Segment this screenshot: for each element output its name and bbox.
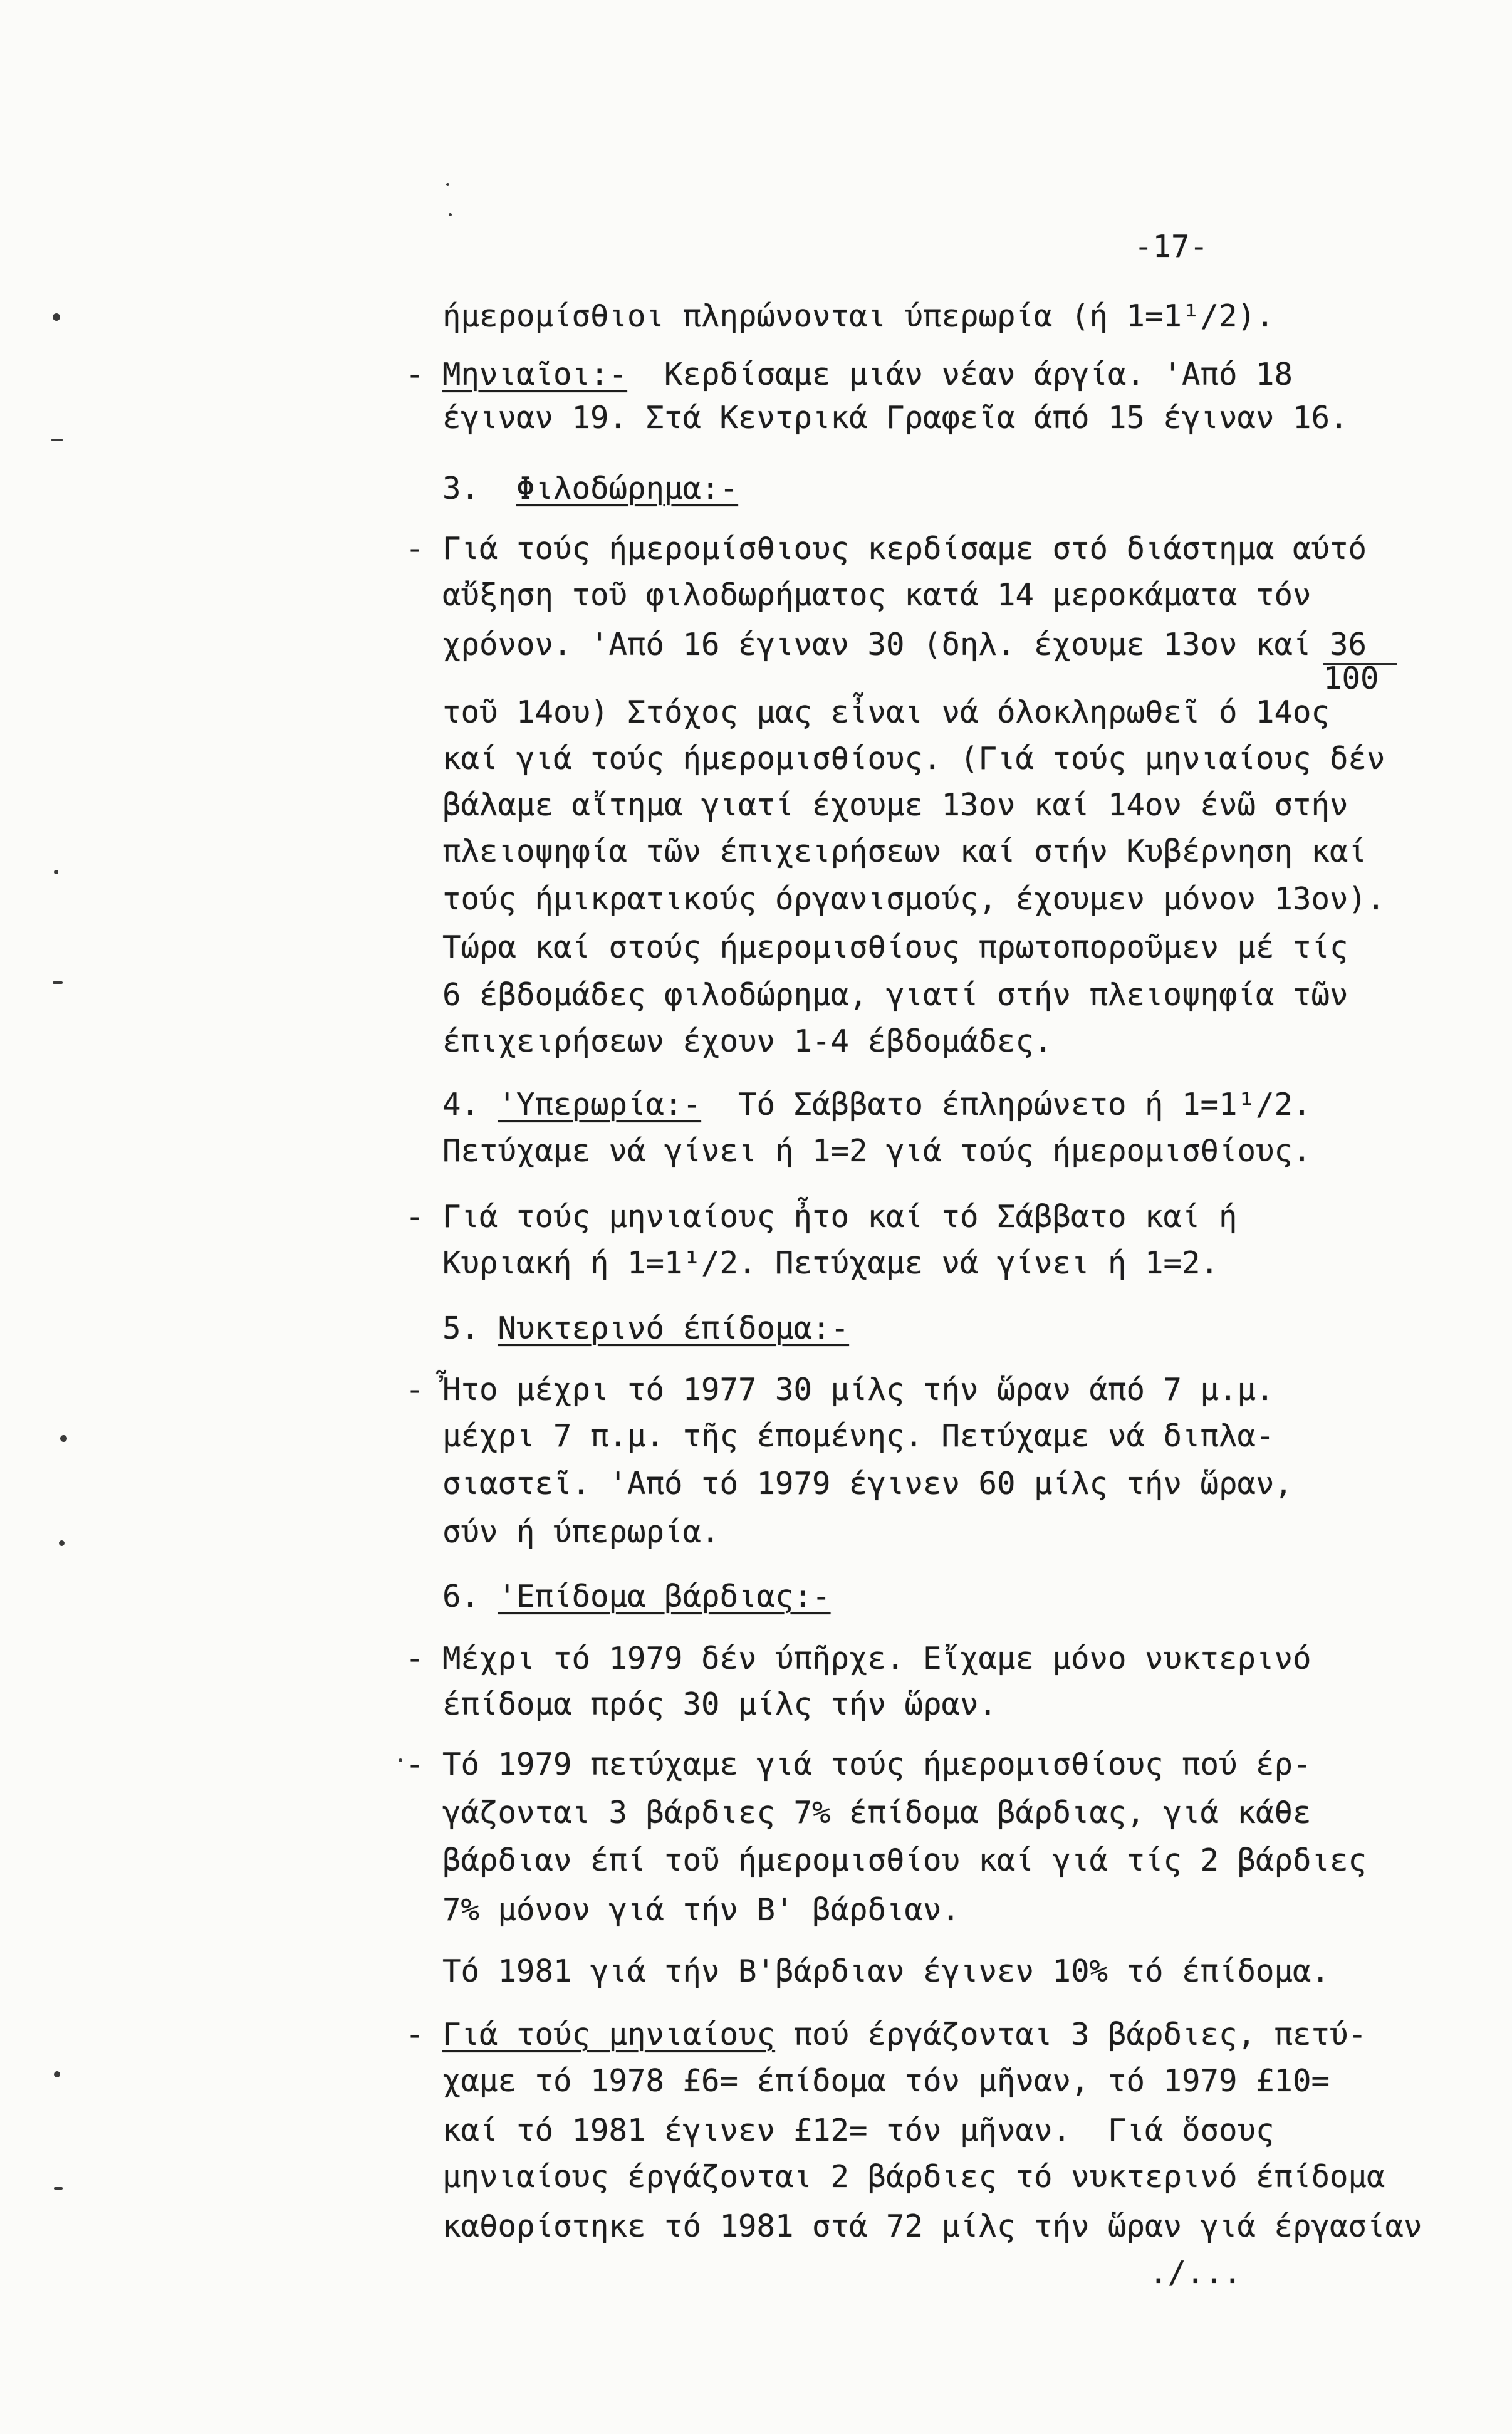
section-heading	[442, 470, 738, 508]
text-line: σιαστεῖ. 'Από τό 1979 έγινεν 60 μίλς τήν ὥραν,	[442, 1466, 1293, 1502]
section-title: Φιλοδώρημα:-	[516, 471, 739, 506]
scan-speck	[449, 213, 452, 216]
text-line: - Γιά τούς μηνιαίους ἦτο καί τό Σάββατο καί ή	[405, 1199, 1238, 1235]
section-number: 6.	[442, 1579, 498, 1614]
section-heading	[442, 1578, 831, 1616]
section-number: 4.	[442, 1087, 498, 1122]
scan-speck	[51, 439, 63, 441]
text-line: έπιχειρήσεων έχουν 1-4 έβδομάδες.	[442, 1023, 1053, 1059]
section-heading	[442, 1310, 849, 1347]
text-line	[405, 356, 1293, 394]
text-line: σύν ή ύπερωρία.	[442, 1514, 720, 1550]
text-line	[405, 2016, 1367, 2054]
line-text: Τό Σάββατο έπληρώνετο ή 1=1¹/2.	[701, 1087, 1311, 1122]
text-line: ήμερομίσθιοι πληρώνονται ύπερωρία (ή 1=1¹/2).	[442, 298, 1275, 334]
heading-monthly: Μηνιαῖοι:-	[442, 357, 628, 392]
underlined-phrase: Γιά τούς μηνιαίους	[442, 2017, 776, 2052]
text-line: - Ἦτο μέχρι τό 1977 30 μίλς τήν ὥραν άπό 7 μ.μ.	[405, 1372, 1275, 1408]
text-line: χαμε τό 1978 £6= έπίδομα τόν μῆναν, τό 1979 £10=	[442, 2063, 1330, 2099]
text-line: μέχρι 7 π.μ. τῆς έπομένης. Πετύχαμε νά διπλα-	[442, 1418, 1275, 1454]
text-line: τοῦ 14ου) Στόχος μας εἶναι νά όλοκληρωθεῖ ό 14ος	[442, 694, 1330, 730]
text-line: έγιναν 19. Στά Κεντρικά Γραφεῖα άπό 15 έγιναν 16.	[442, 400, 1348, 436]
list-dash: -	[405, 357, 443, 392]
scan-speck	[399, 1758, 402, 1762]
text-line: Κυριακή ή 1=1¹/2. Πετύχαμε νά γίνει ή 1=2.	[442, 1245, 1219, 1281]
list-dash: -	[405, 2017, 443, 2052]
scan-speck	[60, 1435, 67, 1442]
section-title: Νυκτερινό έπίδομα:-	[498, 1310, 850, 1346]
section-number: 3.	[442, 471, 517, 506]
line-text: Κερδίσαμε μιάν νέαν άργία. 'Από 18	[627, 357, 1293, 392]
text-line: βάλαμε αἴτημα γιατί έχουμε 13ον καί 14ον ένῶ στήν	[442, 787, 1348, 823]
scan-speck	[54, 870, 58, 874]
text-line: πλειοψηφία τῶν έπιχειρήσεων καί στήν Κυβέρνηση καί	[442, 833, 1367, 869]
page-number: -17-	[1134, 229, 1209, 264]
text-line: καθορίστηκε τό 1981 στά 72 μίλς τήν ὥραν γιά έργασίαν	[442, 2208, 1422, 2244]
text-line: - Γιά τούς ήμερομίσθιους κερδίσαμε στό διάστημα αύτό	[405, 531, 1367, 567]
text-line: - Τό 1979 πετύχαμε γιά τούς ήμερομισθίους πού έρ-	[405, 1747, 1311, 1782]
line-text: πού έργάζονται 3 βάρδιες, πετύ-	[775, 2017, 1367, 2052]
text-line: 6 έβδομάδες φιλοδώρημα, γιατί στήν πλειοψηφία τῶν	[442, 977, 1348, 1013]
text-line: βάρδιαν έπί τοῦ ήμερομισθίου καί γιά τίς 2 βάρδιες	[442, 1842, 1367, 1878]
scan-speck	[53, 313, 60, 321]
text-line: - Μέχρι τό 1979 δέν ύπῆρχε. Εἴχαμε μόνο νυκτερινό	[405, 1641, 1311, 1676]
text-line: χρόνον. 'Από 16 έγιναν 30 (δηλ. έχουμε 13ον καί 36	[442, 627, 1367, 662]
fraction-denominator: 100	[1323, 661, 1379, 696]
text-line: Πετύχαμε νά γίνει ή 1=2 γιά τούς ήμερομισθίους.	[442, 1133, 1311, 1169]
scan-speck	[54, 2187, 63, 2190]
text-line: έπίδομα πρός 30 μίλς τήν ὥραν.	[442, 1686, 998, 1722]
scan-speck	[54, 2071, 60, 2077]
section-title: 'Υπερωρία:-	[498, 1087, 702, 1122]
text-line: αὔξηση τοῦ φιλοδωρήματος κατά 14 μεροκάματα τόν	[442, 577, 1311, 613]
section-title: 'Επίδομα βάρδιας:-	[498, 1579, 831, 1614]
text-line: Τώρα καί στούς ήμερομισθίους πρωτοποροῦμεν μέ τίς	[442, 929, 1348, 965]
text-line: καί γιά τούς ήμερομισθίους. (Γιά τούς μηνιαίους δέν	[442, 741, 1385, 776]
text-line: γάζονται 3 βάρδιες 7% έπίδομα βάρδιας, γιά κάθε	[442, 1795, 1311, 1831]
scan-speck	[59, 1540, 65, 1546]
text-line: 7% μόνον γιά τήν Β' βάρδιαν.	[442, 1892, 961, 1928]
text-line: τούς ήμικρατικούς όργανισμούς, έχουμεν μόνον 13ον).	[442, 881, 1385, 917]
scan-speck	[446, 183, 449, 186]
scan-speck	[53, 981, 63, 984]
section-number: 5.	[442, 1310, 498, 1346]
text-line: καί τό 1981 έγινεν £12= τόν μῆναν. Γιά ὅσους	[442, 2113, 1275, 2148]
continuation-mark: ./...	[1149, 2255, 1242, 2290]
text-line: Τό 1981 γιά τήν Β'βάρδιαν έγινεν 10% τό έπίδομα.	[442, 1953, 1330, 1989]
text-line: μηνιαίους έργάζονται 2 βάρδιες τό νυκτερινό έπίδομα	[442, 2159, 1385, 2195]
section-heading	[442, 1086, 1311, 1124]
